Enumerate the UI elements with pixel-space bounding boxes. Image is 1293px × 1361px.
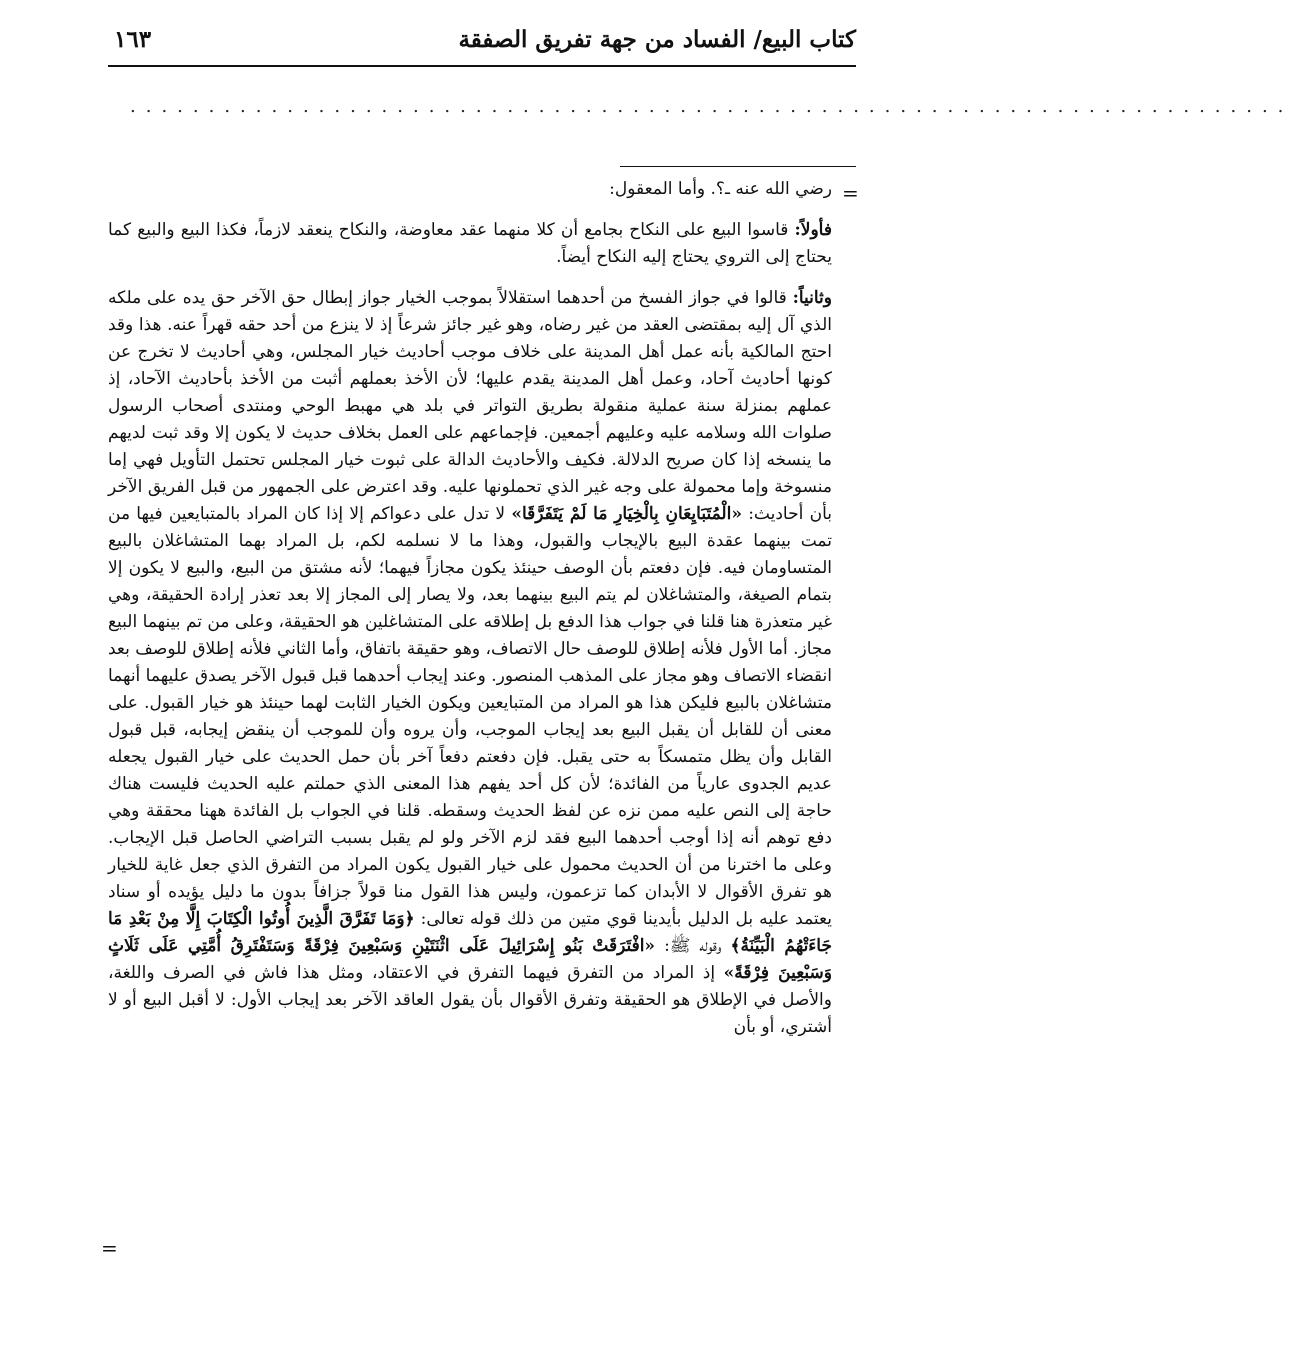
- hadith-quote-1: «الْمُتَبَايِعَانِ بِالْخِيَارِ مَا لَمْ يَتَفَرَّقَا»: [511, 504, 742, 524]
- footnote-continuation-mark: =: [842, 181, 859, 205]
- quran-quote: ﴿وَمَا تَفَرَّقَ الَّذِينَ أُوتُوا الْكِتَابَ إِلَّا مِنْ بَعْدِ مَا جَاءَتْهُمُ الْبَيِّنَةُ﴾: [108, 909, 832, 956]
- running-header: [108, 22, 856, 64]
- paragraph-second: [108, 285, 832, 1041]
- omitted-text-dots: ..........................................................................: [130, 96, 1293, 117]
- paragraph-second-text-b: لا تدل على دعواكم إلا إذا كان المراد بالمتبايعين فيها من تمت بينهما عقدة البيع بالإيجاب والقبول، وهذا ما لا نسلمه لكم، بل المراد بهما المتشاغلان بالبيع المتساومان فيه. فإن دفعتم بأن الوصف حينئذ يكون مجازاً فيهما؛ لأنه مشتق من البيع، والبيع لا يكون إلا بتمام الصيغة، والمتشاغلان لم يتم البيع بينهما بعد، ولا يصار إلى المجاز إلا بعد تعذر إرادة الحقيقة، وهي غير متعذرة هنا قلنا في جواب هذا الدفع بل إطلاقه على المتشاغلين هو الحقيقة، وعلى من تم بينهما البيع مجاز. أما الأول فلأنه إطلاق للوصف حال الاتصاف، وهو حقيقة باتفاق، وأما الثاني فلأنه إطلاق للوصف بعد انقضاء الاتصاف وهو مجاز على المذهب المنصور. وعند إيجاب أحدهما قبل قبول الآخر يصدق عليهما أنهما متشاغلان بالبيع فليكن هذا هو المراد من المتبايعين ويكون الخيار الثابت لهما حينئذ هو خيار القبول. على معنى أن للقابل أن يقبل البيع بعد إيجاب الموجب، وأن يروه وأن للموجب أن ينقض إيجابه، قبل قبول القابل وأن يظل متمسكاً به حتى يقبل. فإن دفعتم دفعاً آخر بأن حمل الحديث على خيار القبول يجعله عديم الجدوى عارياً من الفائدة؛ لأن كل أحد يفهم هذا المعنى الذي حملتم عليه الحديث فليست هناك حاجة إلى النص عليه ممن نزه عن لفظ الحديث وسقطه. قلنا في الجواب بل الفائدة ههنا محققة وهي دفع توهم أنه إذا أوجب أحدهما البيع فقد لزم الآخر ولو لم يقبل بسبب التراضي الحاصل قبل الإيجاب. وعلى ما اخترنا من أن الحديث محمول على خيار القبول يكون المراد من التفرق الذي جعل غاية للخيار هو تفرق الأقوال لا الأبدان كما تزعمون، وليس هذا القول منا قولاً جزافاً بدون ما دليل يؤيده أو سناد يعتمد عليه بل الدليل بأيدينا قوي متين من ذلك قوله تعالى:: [107, 504, 832, 929]
- hadith-quote-2: «افْتَرَقَتْ بَنُو إِسْرَائِيلَ عَلَى اثْنَتَيْنِ وَسَبْعِينَ فِرْقَةً وَسَتَفْتَرِقُ أُمَّتِي عَلَى ثَلَاثٍ وَسَبْعِينَ فِرْقَةً»: [108, 936, 832, 983]
- header-rule: [108, 65, 856, 67]
- intro-line: [108, 176, 832, 203]
- page-number: ١٦٣: [114, 26, 152, 53]
- paragraph-second-text-a: قالوا في جواز الفسخ من أحدهما استقلالاً بموجب الخيار جواز إبطال حق الآخر حق يده على ملكه الذي آل إليه بمقتضى العقد من غير رضاه، وهو غير جائز شرعاً إذ لا ينزع من أحد حقه قهراً عنه. هذا وقد احتج المالكية بأنه عمل أهل المدينة على خلاف موجب أحاديث خيار المجلس، وهي أحاديث لا تخرج عن كونها أحاديث آحاد، وعمل أهل المدينة يقدم عليها؛ لأن الأخذ بعملهم أثبت من الأخذ بأحاديث الآحاد، إذ عملهم بمنزلة سنة عملية منقولة بطريق التواتر في بلد هي مهبط الوحي ومنتدى أصحاب الرسول صلوات الله وسلامه عليه وعليهم أجمعين. فإجماعهم على العمل بخلاف حديث لا يكون إلا وقد ثبت لديهم ما ينسخه إذا كان صريح الدلالة. فكيف والأحاديث الدالة على ثبوت خيار المجلس تحتمل التأويل فهي إما منسوخة وإما محمولة على وجه غير الذي تحملونها عليه. وقد اعترض على الجمهور من قبل الفريق الآخر بأن أحاديث:: [108, 288, 832, 524]
- paragraph-first-text: قاسوا البيع على النكاح بجامع أن كلا منهما عقد معاوضة، والنكاح ينعقد لازماً، فكذا البيع والبيع كما يحتاج إلى التروي يحتاج إليه النكاح أيضاً.: [108, 220, 832, 267]
- paragraph-second-lead: وثانياً:: [792, 288, 832, 308]
- paragraph-second-text-c: وقوله ﷺ:: [655, 936, 731, 956]
- paragraph-first-lead: فأولاً:: [794, 220, 832, 240]
- paragraph-second-text-d: إذ المراد من التفرق فيهما التفرق في الاعتقاد، ومثل هذا فاش في الصرف واللغة، والأصل في الإطلاق هو الحقيقة وتفرق الأقوال بأن يقول العاقد الآخر بعد إيجاب الأول: لا أقبل البيع أو لا أشتري، أو بأن: [108, 963, 832, 1037]
- paragraph-first: [108, 217, 832, 271]
- intro-text: رضي الله عنه ـ؟. وأما المعقول:: [609, 179, 832, 199]
- footnote-separator-rule: [620, 166, 856, 167]
- header-title: كتاب البيع/ الفساد من جهة تفريق الصفقة: [458, 26, 856, 53]
- footnote-body: [108, 176, 832, 1055]
- footnote-end-continuation-mark: =: [101, 1236, 118, 1260]
